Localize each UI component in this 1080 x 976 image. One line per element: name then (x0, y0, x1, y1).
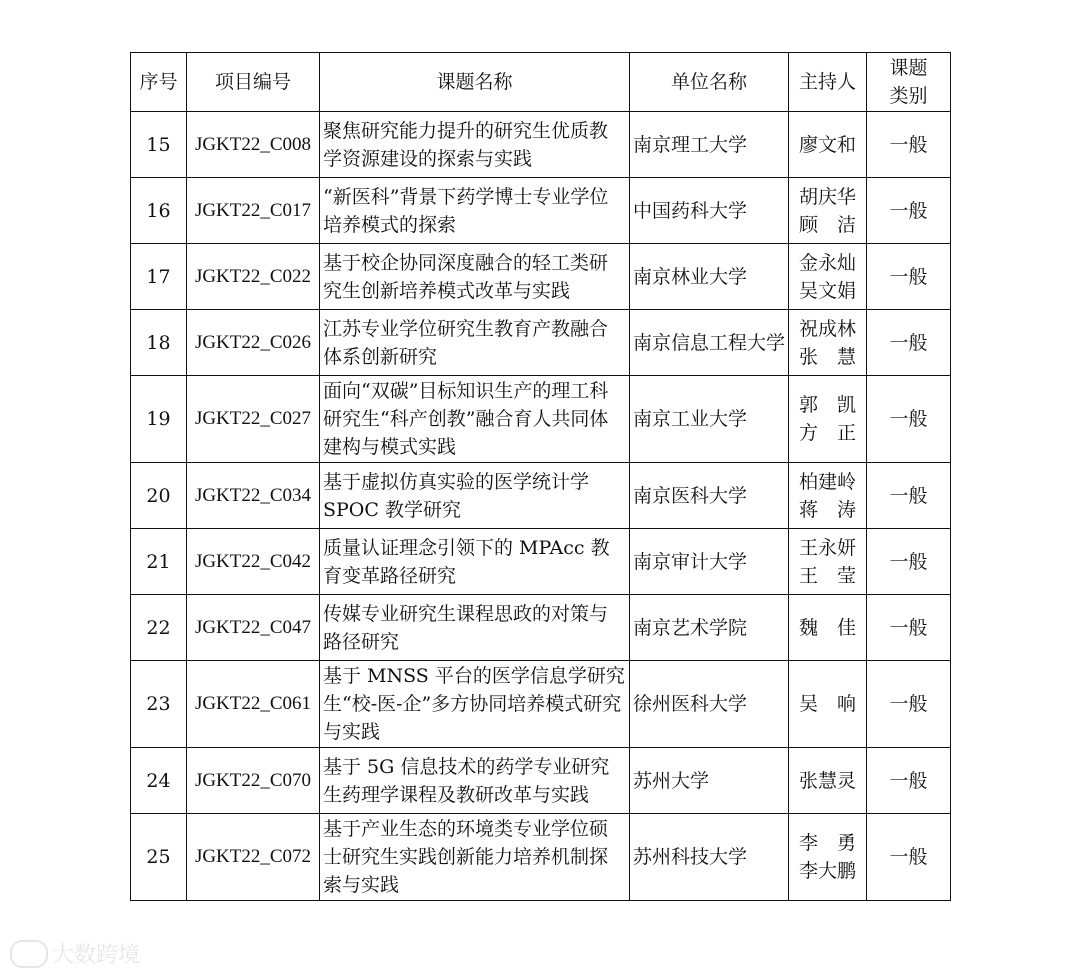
cell-title: 质量认证理念引领下的 MPAcc 教育变革路径研究 (320, 529, 630, 595)
cell-code: JGKT22_C034 (187, 463, 320, 529)
cell-category: 一般 (867, 814, 951, 901)
cell-unit: 徐州医科大学 (630, 661, 789, 748)
cell-code: JGKT22_C047 (187, 595, 320, 661)
cell-host (789, 376, 867, 463)
cell-title: 基于产业生态的环境类专业学位硕士研究生实践创新能力培养机制探索与实践 (320, 814, 630, 901)
cell-category: 一般 (867, 376, 951, 463)
cell-unit: 中国药科大学 (630, 178, 789, 244)
cell-host (789, 310, 867, 376)
host-name: 方 正 (798, 422, 856, 444)
header-host: 主持人 (789, 53, 867, 112)
cell-category: 一般 (867, 463, 951, 529)
host-name: 祝成林 (798, 317, 856, 340)
cell-code: JGKT22_C070 (187, 748, 320, 814)
host-name: 廖文和 (798, 133, 856, 156)
host-name: 蒋 涛 (798, 498, 856, 521)
cell-unit: 苏州科技大学 (630, 814, 789, 901)
cell-seq: 22 (131, 595, 187, 661)
cell-host (789, 748, 867, 814)
cell-seq: 19 (131, 376, 187, 463)
cell-seq: 21 (131, 529, 187, 595)
cell-category: 一般 (867, 529, 951, 595)
table-row (131, 112, 951, 178)
header-seq: 序号 (131, 53, 187, 112)
cell-title: 基于 MNSS 平台的医学信息学研究生“校-医-企”多方协同培养模式研究与实践 (320, 661, 630, 748)
table-row (131, 814, 951, 901)
cell-title: 面向“双碳”目标知识生产的理工科研究生“科产创教”融合育人共同体建构与模式实践 (320, 376, 630, 463)
cell-code: JGKT22_C072 (187, 814, 320, 901)
cell-unit: 苏州大学 (630, 748, 789, 814)
cell-unit: 南京医科大学 (630, 463, 789, 529)
host-name: 金永灿 (798, 251, 856, 274)
cell-host (789, 814, 867, 901)
cell-seq: 16 (131, 178, 187, 244)
host-name: 李大鹏 (798, 860, 856, 882)
cell-title: “新医科”背景下药学博士专业学位培养模式的探索 (320, 178, 630, 244)
cell-title: 基于 5G 信息技术的药学专业研究生药理学课程及教研改革与实践 (320, 748, 630, 814)
cell-unit: 南京艺术学院 (630, 595, 789, 661)
cell-unit: 南京信息工程大学 (630, 310, 789, 376)
cell-title: 江苏专业学位研究生教育产教融合体系创新研究 (320, 310, 630, 376)
header-unit: 单位名称 (630, 53, 789, 112)
header-title: 课题名称 (320, 53, 630, 112)
cell-host (789, 112, 867, 178)
table-row (131, 529, 951, 595)
table-row (131, 748, 951, 814)
table-row (131, 376, 951, 463)
cell-code: JGKT22_C042 (187, 529, 320, 595)
cell-seq: 25 (131, 814, 187, 901)
cell-code: JGKT22_C022 (187, 244, 320, 310)
project-table (130, 52, 951, 901)
table-row (131, 310, 951, 376)
watermark (10, 938, 140, 969)
cell-code: JGKT22_C061 (187, 661, 320, 748)
host-name: 吴文娟 (798, 279, 856, 302)
cell-seq: 20 (131, 463, 187, 529)
host-name: 王永妍 (798, 536, 856, 559)
cell-code: JGKT22_C008 (187, 112, 320, 178)
cell-title: 传媒专业研究生课程思政的对策与路径研究 (320, 595, 630, 661)
cell-seq: 24 (131, 748, 187, 814)
cell-category: 一般 (867, 595, 951, 661)
host-name: 李 勇 (798, 832, 856, 854)
cell-code: JGKT22_C026 (187, 310, 320, 376)
cell-category: 一般 (867, 661, 951, 748)
cell-category: 一般 (867, 310, 951, 376)
host-name: 魏 佳 (798, 616, 856, 639)
cell-host (789, 463, 867, 529)
cell-host (789, 178, 867, 244)
cell-category: 一般 (867, 748, 951, 814)
cell-code: JGKT22_C027 (187, 376, 320, 463)
cell-unit: 南京审计大学 (630, 529, 789, 595)
cell-title: 聚焦研究能力提升的研究生优质教学资源建设的探索与实践 (320, 112, 630, 178)
cell-unit: 南京工业大学 (630, 376, 789, 463)
header-code: 项目编号 (187, 53, 320, 112)
cell-title: 基于校企协同深度融合的轻工类研究生创新培养模式改革与实践 (320, 244, 630, 310)
cell-seq: 17 (131, 244, 187, 310)
watermark-text: 大数跨境 (52, 943, 141, 968)
cell-seq: 15 (131, 112, 187, 178)
cell-unit: 南京理工大学 (630, 112, 789, 178)
header-category-text: 课题类别 (889, 57, 928, 107)
cell-unit: 南京林业大学 (630, 244, 789, 310)
header-category (867, 53, 951, 112)
host-name: 吴 响 (798, 693, 856, 715)
cell-host (789, 529, 867, 595)
host-name: 胡庆华 (798, 185, 856, 208)
table-header-row (131, 53, 951, 112)
host-name: 顾 洁 (798, 213, 856, 236)
host-name: 张 慧 (798, 345, 856, 368)
table-row (131, 661, 951, 748)
cell-host (789, 595, 867, 661)
host-name: 王 莹 (798, 564, 856, 587)
cell-category: 一般 (867, 112, 951, 178)
cell-host (789, 661, 867, 748)
table-row (131, 178, 951, 244)
watermark-logo-icon (10, 940, 48, 968)
cell-code: JGKT22_C017 (187, 178, 320, 244)
cell-seq: 18 (131, 310, 187, 376)
host-name: 柏建岭 (798, 470, 856, 493)
cell-category: 一般 (867, 178, 951, 244)
cell-title: 基于虚拟仿真实验的医学统计学SPOC 教学研究 (320, 463, 630, 529)
table-row (131, 244, 951, 310)
cell-category: 一般 (867, 244, 951, 310)
cell-seq: 23 (131, 661, 187, 748)
host-name: 张慧灵 (798, 769, 856, 792)
cell-host (789, 244, 867, 310)
host-name: 郭 凯 (798, 394, 856, 416)
table-body (131, 112, 951, 901)
table-row (131, 595, 951, 661)
table-row (131, 463, 951, 529)
